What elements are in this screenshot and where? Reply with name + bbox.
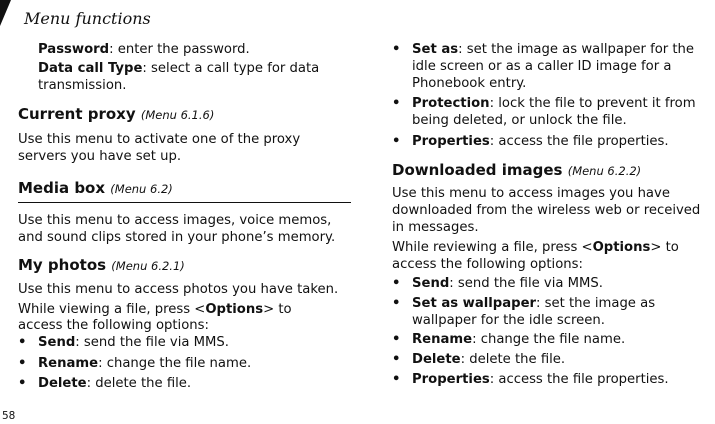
section-divider <box>18 202 351 203</box>
page-header-title: Menu functions <box>24 9 151 28</box>
my-photos-desc-1: Use this menu to access photos you have taken. <box>18 282 339 297</box>
bullet-icon: • <box>18 335 27 350</box>
current-proxy-heading: Current proxy (Menu 6.1.6) <box>18 105 215 123</box>
password-entry: Password: enter the password. <box>38 42 250 57</box>
current-proxy-desc-2: servers you have set up. <box>18 149 182 164</box>
media-box-desc-1: Use this menu to access images, voice memos, <box>18 213 332 228</box>
media-box-heading: Media box (Menu 6.2) <box>18 179 173 197</box>
downloaded-images-desc-1: Use this menu to access images you have <box>392 186 670 201</box>
data-call-type-entry: Data call Type: select a call type for data <box>38 61 320 76</box>
bullet-icon: • <box>392 134 401 149</box>
header-bar-decoration <box>0 0 11 26</box>
media-box-desc-2: and sound clips stored in your phone’s memory. <box>18 230 336 245</box>
downloaded-images-desc-2: downloaded from the wireless web or received <box>392 203 701 218</box>
bullet-icon: • <box>392 276 401 291</box>
downloaded-images-heading: Downloaded images (Menu 6.2.2) <box>392 161 642 179</box>
my-photos-heading: My photos (Menu 6.2.1) <box>18 256 185 274</box>
set-as-cont-2: Phonebook entry. <box>412 76 527 91</box>
page-number: 58 <box>2 410 16 422</box>
set-as-cont-1: idle screen or as a caller ID image for a <box>412 59 672 74</box>
data-call-type-entry-cont: transmission. <box>38 78 127 93</box>
bullet-icon: • <box>392 332 401 347</box>
current-proxy-desc-1: Use this menu to activate one of the proxy <box>18 132 301 147</box>
bullet-icon: • <box>392 296 401 311</box>
downloaded-images-desc-5: access the following options: <box>392 257 583 272</box>
my-photos-desc-3: access the following options: <box>18 318 209 333</box>
downloaded-images-desc-3: in messages. <box>392 220 479 235</box>
my-photos-desc-2: While viewing a file, press <Options> to <box>18 302 292 317</box>
set-as-wallpaper-cont: wallpaper for the idle screen. <box>412 313 605 328</box>
bullet-icon: • <box>392 372 401 387</box>
bullet-icon: • <box>392 352 401 367</box>
bullet-icon: • <box>18 356 27 371</box>
bullet-icon: • <box>18 376 27 391</box>
downloaded-images-desc-4: While reviewing a file, press <Options> to <box>392 240 679 255</box>
bullet-icon: • <box>392 42 401 57</box>
bullet-icon: • <box>392 96 401 111</box>
protection-cont: being deleted, or unlock the file. <box>412 113 627 128</box>
